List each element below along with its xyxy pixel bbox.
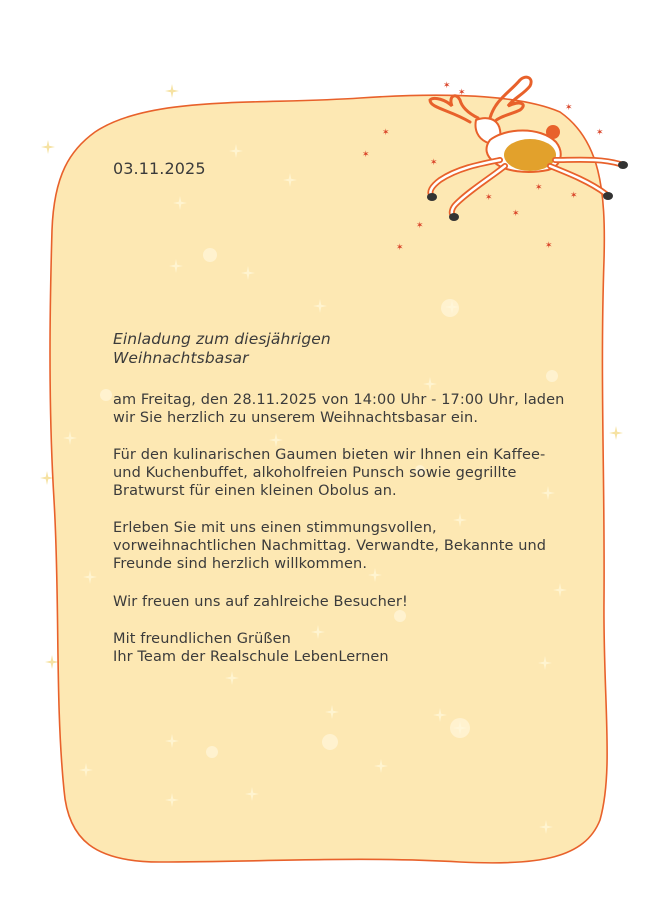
svg-text:✶: ✶ xyxy=(458,88,466,98)
paragraph-line: Für den kulinarischen Gaumen bieten wir Ihnen ein Kaffee- xyxy=(113,447,546,463)
svg-text:✶: ✶ xyxy=(485,193,493,203)
paragraph-line: Freunde sind herzlich willkommen. xyxy=(113,556,368,572)
paragraph-date-time xyxy=(113,391,565,427)
paragraph-line: am Freitag, den 28.11.2025 von 14:00 Uhr - 17:00 Uhr, laden xyxy=(113,392,565,408)
paragraph-invitation xyxy=(113,519,553,573)
title-line: Einladung zum diesjährigen xyxy=(113,330,331,348)
svg-text:✶: ✶ xyxy=(512,209,520,219)
svg-text:✶: ✶ xyxy=(430,158,438,168)
paragraph-closing xyxy=(113,593,553,611)
signature-line: Ihr Team der Realschule LebenLernen xyxy=(113,649,389,665)
svg-text:✶: ✶ xyxy=(545,241,553,251)
svg-text:✶: ✶ xyxy=(362,150,370,160)
paragraph-line: Erleben Sie mit uns einen stimmungsvollen, xyxy=(113,520,437,536)
svg-text:✶: ✶ xyxy=(416,221,424,231)
signature-block xyxy=(113,630,553,666)
paragraph-line: Bratwurst für einen kleinen Obolus an. xyxy=(113,483,397,499)
paragraph-food xyxy=(113,446,553,500)
svg-text:✶: ✶ xyxy=(443,81,451,91)
svg-text:✶: ✶ xyxy=(596,128,604,138)
title-line: Weihnachtsbasar xyxy=(113,349,249,367)
paragraph-line: und Kuchenbuffet, alkoholfreien Punsch sowie gegrillte xyxy=(113,465,517,481)
paragraph-line: Wir freuen uns auf zahlreiche Besucher! xyxy=(113,594,408,610)
svg-text:✶: ✶ xyxy=(565,103,573,113)
svg-text:✶: ✶ xyxy=(382,128,390,138)
paragraph-line: vorweihnachtlichen Nachmittag. Verwandte, Bekannte und xyxy=(113,538,547,554)
greeting-line: Mit freundlichen Grüßen xyxy=(113,631,291,647)
paragraph-line: wir Sie herzlich zu unserem Weihnachtsbasar ein. xyxy=(113,410,479,426)
svg-text:✶: ✶ xyxy=(535,183,543,193)
letter-title xyxy=(113,330,553,368)
letter-date: 03.11.2025 xyxy=(113,159,206,178)
svg-text:✶: ✶ xyxy=(396,243,404,253)
svg-text:✶: ✶ xyxy=(570,191,578,201)
